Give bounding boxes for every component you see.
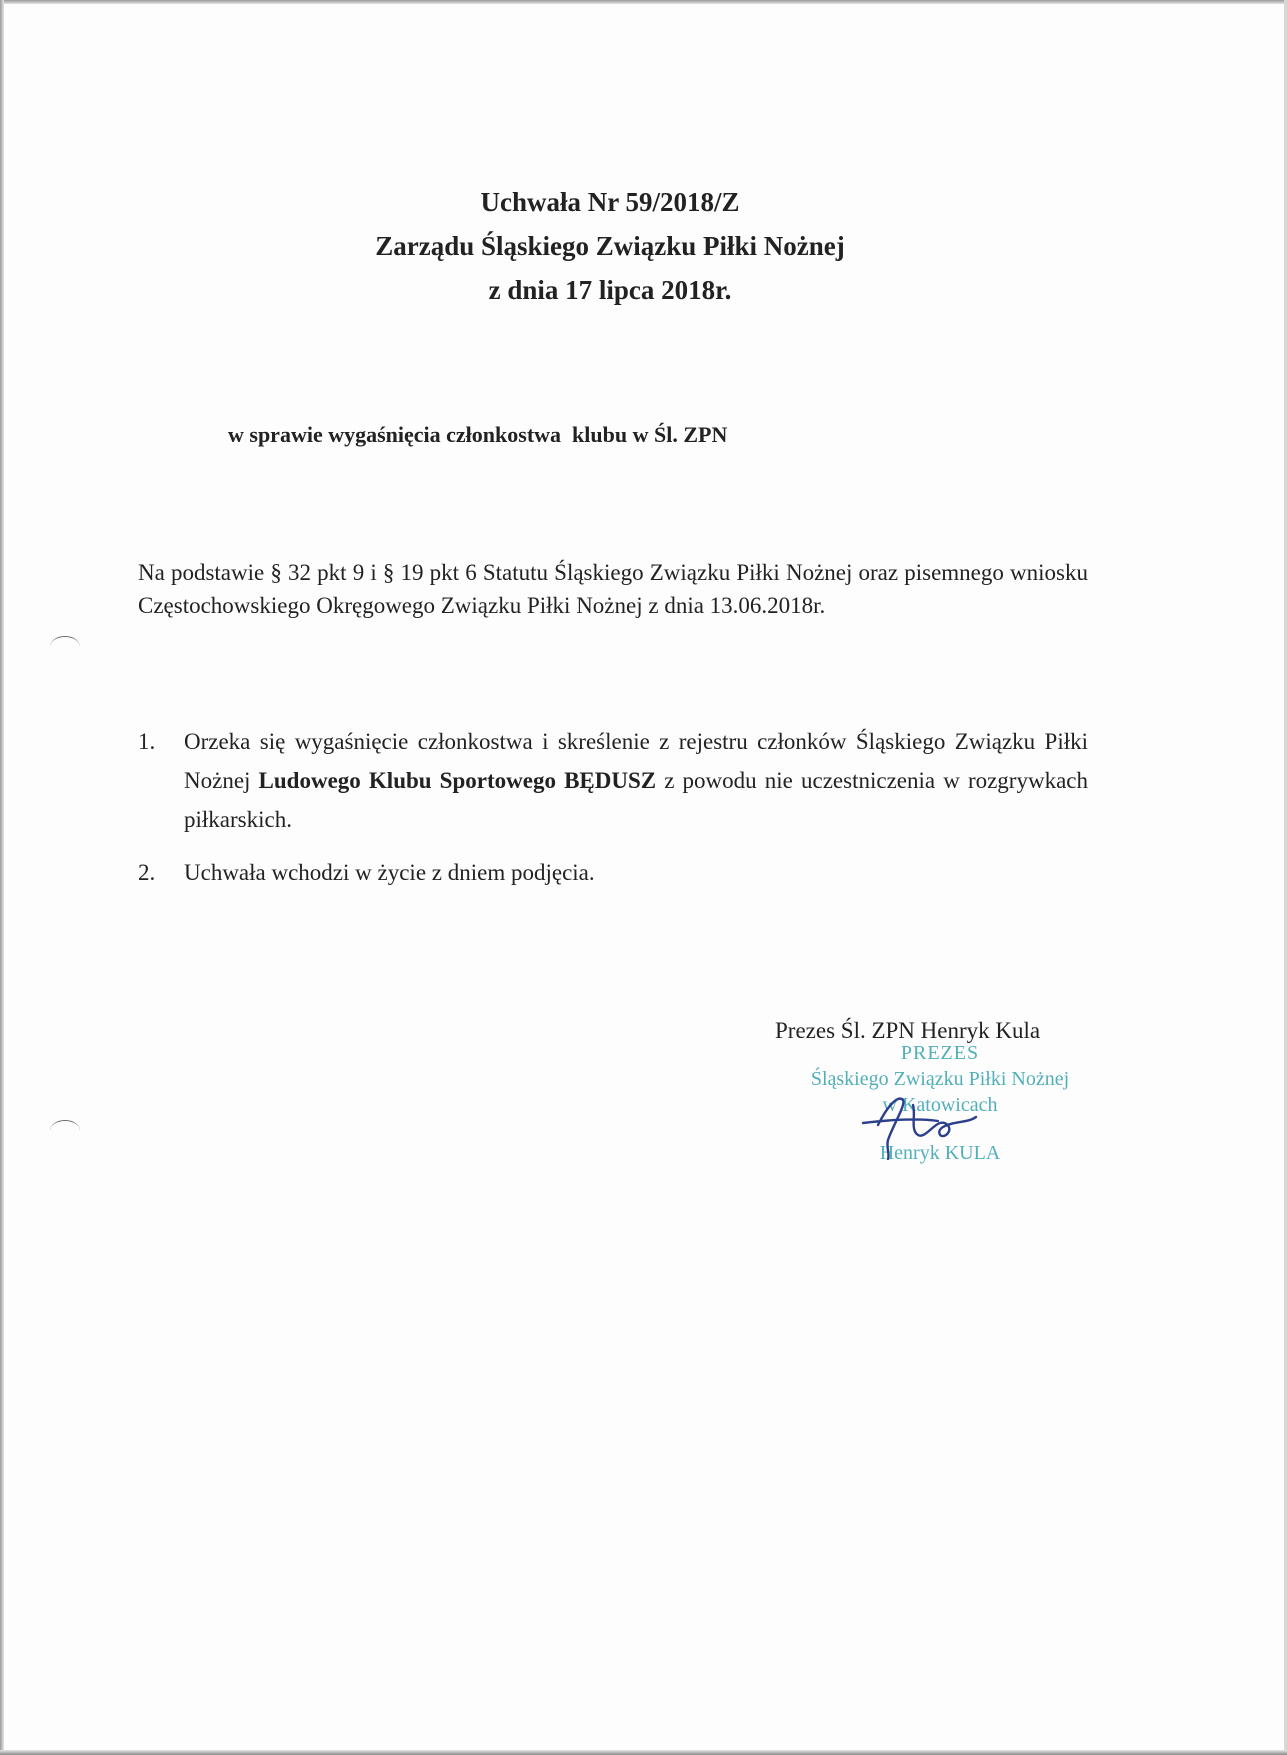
point-number: 1.	[138, 729, 156, 754]
point-text	[184, 722, 1088, 839]
punch-hole-mark	[50, 636, 80, 657]
handwritten-signature	[858, 1085, 988, 1160]
title-line: Uchwała Nr 59/2018/Z	[480, 187, 740, 217]
legal-basis-paragraph: Na podstawie § 32 pkt 9 i § 19 pkt 6 Statutu Śląskiego Związku Piłki Nożnej oraz pisemnego wniosku Częstochowskiego Okręgowego Związku Piłki Nożnej z dnia 13.06.2018r.	[138, 560, 1088, 618]
stamp-organization: Śląskiego Związku Piłki Nożnej	[810, 1068, 1070, 1090]
resolution-subject: w sprawie wygaśnięcia członkostwa klubu w Śl. ZPN	[228, 422, 728, 447]
point-text-before: Orzeka się wygaśnięcie członkostwa i skreślenie z rejestru członków Śląskiego Związku Piłki Nożnej	[184, 729, 1088, 793]
point-text-after: z powodu nie uczestniczenia w rozgrywkach piłkarskich.	[184, 768, 1088, 832]
stamp-title: PREZES	[900, 1042, 980, 1064]
scan-edge-left	[0, 0, 4, 1755]
scan-edge-bottom	[0, 1750, 1287, 1755]
club-name: Ludowego Klubu Sportowego BĘDUSZ	[258, 768, 657, 793]
resolution-point	[138, 853, 1088, 892]
resolution-title	[200, 180, 1020, 312]
point-number: 2.	[138, 860, 156, 885]
scan-edge-top	[0, 0, 1287, 4]
title-line: z dnia 17 lipca 2018r.	[488, 275, 732, 305]
stamp-city: w Katowicach	[882, 1094, 998, 1116]
signatory-line: Prezes Śl. ZPN Henryk Kula	[775, 1018, 1041, 1043]
point-text: Uchwała wchodzi w życie z dniem podjęcia.	[184, 860, 595, 885]
title-line: Zarządu Śląskiego Związku Piłki Nożnej	[375, 231, 845, 261]
resolution-points	[138, 722, 1088, 906]
resolution-point	[138, 722, 1088, 839]
stamp-name: Henryk KULA	[879, 1142, 1001, 1164]
punch-hole-mark	[50, 1120, 80, 1141]
